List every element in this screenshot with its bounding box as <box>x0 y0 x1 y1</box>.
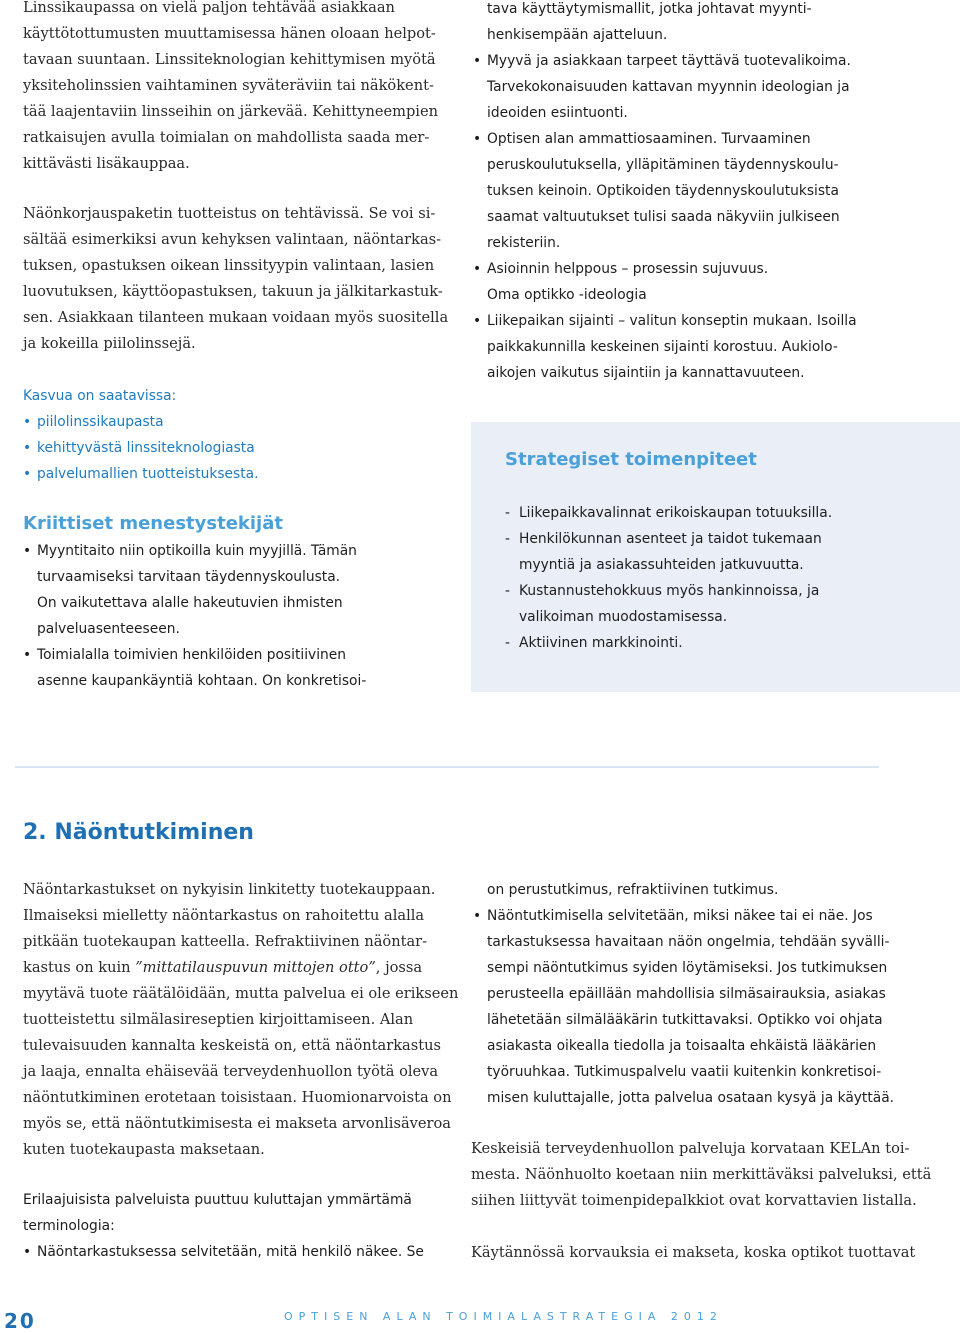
page-number: 20 <box>4 1309 36 1333</box>
text-fragment: kastus on kuin <box>23 959 136 976</box>
text-fragment: , jossa <box>375 959 423 976</box>
growth-section <box>23 383 453 487</box>
strategy-content <box>505 446 945 656</box>
text-line: Linssikaupassa on vielä paljon tehtävää asiakkaan <box>23 0 395 16</box>
text-line: misen kuluttajalle, jotta palvelua osataan kysyä ja käyttää. <box>487 1090 895 1106</box>
text-line: asiakasta oikealla tiedolla ja toisaalta ehkäistä lääkärien <box>487 1038 877 1054</box>
growth-list <box>23 409 453 487</box>
section2-left-paragraph <box>23 877 459 1163</box>
text-line: myytävä tuote räätälöidään, mutta palvelua ei ole erikseen <box>23 985 459 1002</box>
text-line: • Optisen alan ammattiosaaminen. Turvaaminen <box>487 131 811 147</box>
text-line: tava käyttäytymismallit, jotka johtavat myynti- <box>487 1 812 17</box>
text-line: palveluasenteeseen. <box>37 621 180 637</box>
kela-paragraph <box>471 1136 951 1214</box>
text-line: valikoiman muodostamisessa. <box>519 609 728 625</box>
text-line: Näönkorjauspaketin tuotteistus on tehtävissä. Se voi si- <box>23 205 436 222</box>
text-line: luovutuksen, käyttöopastuksen, takuun ja jälkitarkastuk- <box>23 283 443 300</box>
right-item <box>473 48 953 126</box>
text-line: näöntutkiminen erotetaan toisistaan. Huomionarvoista on <box>23 1089 452 1106</box>
text-line <box>23 955 453 981</box>
text-line: asenne kaupankäyntiä kohtaan. On konkretisoi- <box>37 673 367 689</box>
text-line: rekisteriin. <box>487 235 561 251</box>
section-divider <box>15 766 879 768</box>
intro-paragraph <box>23 0 453 177</box>
text-line: myyntiä ja asiakassuhteiden jatkuvuutta. <box>519 557 804 573</box>
text-line: tää laajentaviin linsseihin on järkevää. Kehittyneempien <box>23 103 439 120</box>
footer-title: OPTISEN ALAN TOIMIALASTRATEGIA 2012 <box>284 1310 723 1323</box>
text-line: • Asioinnin helppous – prosessin sujuvuus. <box>487 261 769 277</box>
text-line: yksiteholinssien vaihtaminen syväteräviin tai näkökent- <box>23 77 434 94</box>
text-line: ideoiden esiintuonti. <box>487 105 628 121</box>
text-line: lähetetään silmälääkärin tutkittavaksi. Optikko voi ohjata <box>487 1012 883 1028</box>
right-item <box>473 308 953 386</box>
text-line: On vaikutettava alalle hakeutuvien ihmisten <box>37 595 343 611</box>
text-line: Tarvekokonaisuuden kattavan myynnin ideologian ja <box>487 79 850 95</box>
text-line: turvaamiseksi tarvitaan täydennyskoulusta. <box>37 569 341 585</box>
quoted-phrase: ”mittatilauspuvun mittojen otto” <box>135 959 376 976</box>
text-line: - Kustannustehokkuus myös hankinnoissa, ja <box>519 583 820 599</box>
text-line: kittävästi lisäkauppaa. <box>23 155 190 172</box>
text-line: • Toimialalla toimivien henkilöiden positiivinen <box>37 647 347 663</box>
text-line: aikojen vaikutus sijaintiin ja kannattavuuteen. <box>487 365 805 381</box>
terminology-intro <box>23 1187 453 1239</box>
text-line: • Myyntitaito niin optikoilla kuin myyjillä. Tämän <box>37 543 357 559</box>
text-line: peruskoulutuksella, ylläpitäminen täydennyskoulu- <box>487 157 839 173</box>
strategy-item <box>505 578 945 630</box>
critical-heading: Kriittiset menestystekijät <box>23 513 283 534</box>
text-line: käyttötottumusten muuttamisessa hänen oloaan helpot- <box>23 25 436 42</box>
text-line: tuotteistettu silmälasireseptien kirjoittamiseen. Alan <box>23 1011 414 1028</box>
text-line: ratkaisujen avulla toimialan on mahdollista saada mer- <box>23 129 430 146</box>
text-line: myös se, että näöntutkimisesta ei makseta arvonlisäveroa <box>23 1115 451 1132</box>
critical-list <box>23 538 453 694</box>
text-line: Keskeisiä terveydenhuollon palveluja korvataan KELAn toi- <box>471 1140 910 1157</box>
text-line: tulevaisuuden kannalta keskeistä on, että näöntarkastus <box>23 1037 441 1054</box>
text-line: ja laaja, ennalta ehäisevää terveydenhuollon työtä oleva <box>23 1063 439 1080</box>
text-line: tuksen, opastuksen oikean linssityypin valintaan, lasien <box>23 257 435 274</box>
text-line: sempi näöntutkimus syiden löytämiseksi. Jos tutkimuksen <box>487 960 888 976</box>
text-line: mesta. Näönhuolto koetaan niin merkittäväksi palveluksi, että <box>471 1166 932 1183</box>
strategy-heading: Strategiset toimenpiteet <box>505 449 757 470</box>
text-line: työruuhkaa. Tutkimuspalvelu vaatii kuitenkin konkretisoi- <box>487 1064 882 1080</box>
text-line: - Liikepaikkavalinnat erikoiskaupan totuuksilla. <box>519 505 833 521</box>
text-line: tavaan suuntaan. Linssiteknologian kehittymisen myötä <box>23 51 436 68</box>
text-line: kuten tuotekaupasta maksetaan. <box>23 1141 265 1158</box>
text-line: henkisempään ajatteluun. <box>487 27 668 43</box>
text-line: tarkastuksessa havaitaan näön ongelmia, tehdään syvälli- <box>487 934 890 950</box>
text-line: Näöntarkastukset on nykyisin linkitetty tuotekauppaan. <box>23 881 436 898</box>
section2-right-list <box>473 877 953 1111</box>
text-line: pitkään tuotekaupan katteella. Refraktiivinen näöntar- <box>23 933 428 950</box>
right-continuation: on perustutkimus, refraktiivinen tutkimus. <box>487 882 779 898</box>
critical-item <box>23 642 453 694</box>
growth-heading: Kasvua on saatavissa: <box>23 388 177 404</box>
critical-item <box>23 538 453 642</box>
text-line: perusteella epäillään mahdollisia silmäsairauksia, asiakas <box>487 986 886 1002</box>
continuation-text <box>473 0 953 48</box>
text-line: Oma optikko -ideologia <box>487 287 647 303</box>
compensation-paragraph <box>471 1240 951 1266</box>
text-line: ja kokeilla piilolinssejä. <box>23 335 196 352</box>
right-item <box>473 256 953 308</box>
text-line: Käytännössä korvauksia ei makseta, koska optikot tuottavat <box>471 1244 916 1261</box>
critical-section <box>23 510 453 694</box>
right-bullet-list <box>473 48 953 386</box>
text-line: saamat valtuutukset tulisi saada näkyviin julkiseen <box>487 209 840 225</box>
text-line: Ilmaiseksi mielletty näöntarkastus on rahoitettu alalla <box>23 907 425 924</box>
text-line: terminologia: <box>23 1218 115 1234</box>
growth-item: • palvelumallien tuotteistuksesta. <box>23 461 453 487</box>
text-line: tuksen keinoin. Optikoiden täydennyskoulutuksista <box>487 183 839 199</box>
strategy-item <box>505 630 945 656</box>
text-line: siihen liittyvät toimenpidepalkkiot ovat korvattavien listalla. <box>471 1192 917 1209</box>
terminology-section <box>23 1187 453 1265</box>
text-line: • Näöntutkimisella selvitetään, miksi näkee tai ei näe. Jos <box>487 908 873 924</box>
text-line: sen. Asiakkaan tilanteen mukaan voidaan myös suositella <box>23 309 449 326</box>
text-line: sältää esimerkiksi avun kehyksen valintaan, näöntarkas- <box>23 231 442 248</box>
growth-item: • piilolinssikaupasta <box>23 409 453 435</box>
growth-item: • kehittyvästä linssiteknologiasta <box>23 435 453 461</box>
text-line: - Henkilökunnan asenteet ja taidot tukemaan <box>519 531 822 547</box>
section-title: 2. Näöntutkiminen <box>23 820 254 845</box>
text-line: paikkakunnilla keskeinen sijainti korostuu. Aukiolo- <box>487 339 838 355</box>
strategy-item <box>505 526 945 578</box>
text-line: • Liikepaikan sijainti – valitun konseptin mukaan. Isoilla <box>487 313 857 329</box>
research-item <box>473 903 953 1111</box>
text-line: Erilaajuisista palveluista puuttuu kuluttajan ymmärtämä <box>23 1192 412 1208</box>
text-line: • Myyvä ja asiakkaan tarpeet täyttävä tuotevalikoima. <box>487 53 851 69</box>
right-top-column <box>473 0 953 386</box>
text-line: - Aktiivinen markkinointi. <box>519 635 683 651</box>
strategy-item <box>505 500 945 526</box>
term-item: • Näöntarkastuksessa selvitetään, mitä henkilö näkee. Se <box>23 1239 453 1265</box>
right-item <box>473 126 953 256</box>
package-paragraph <box>23 201 453 357</box>
strategy-list <box>505 500 945 656</box>
